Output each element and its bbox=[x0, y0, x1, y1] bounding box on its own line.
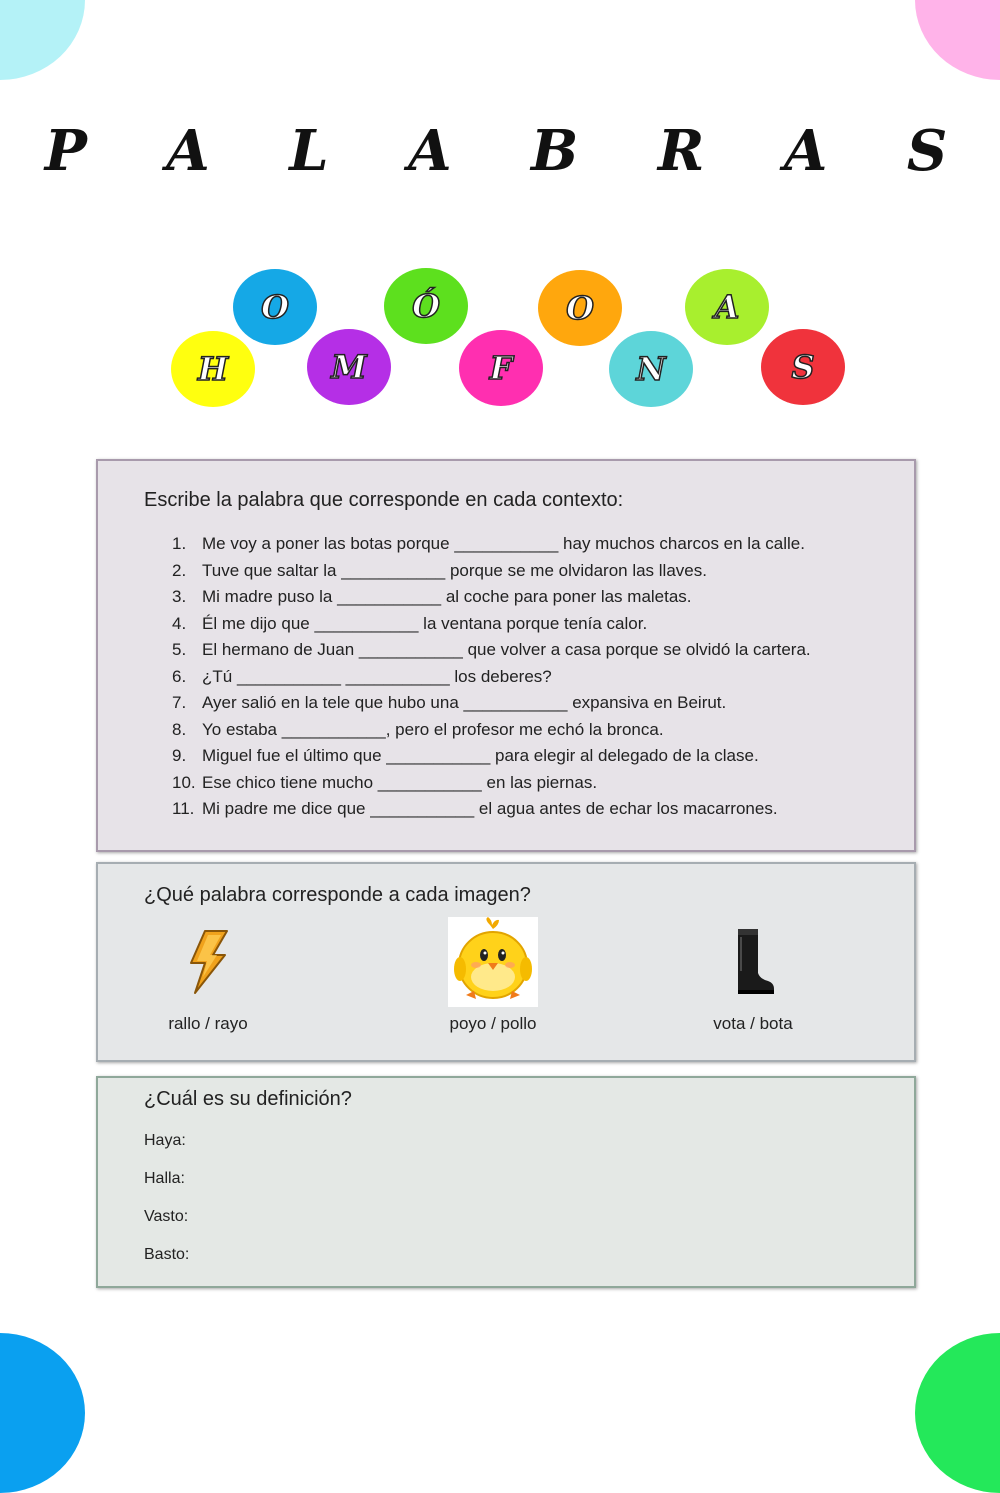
corner-circle-top-right bbox=[915, 0, 1000, 80]
list-item: 2. Tuve que saltar la ___________ porque se me olvidaron las llaves. bbox=[172, 560, 707, 580]
bubble-letter: O bbox=[538, 270, 622, 346]
image-label: poyo / pollo bbox=[449, 1014, 537, 1033]
list-item: 5. El hermano de Juan ___________ que volver a casa porque se olvidó la cartera. bbox=[172, 640, 811, 659]
bubble-letter: A bbox=[685, 269, 769, 345]
bubble-letter: H bbox=[171, 331, 255, 407]
definition-word: Basto: bbox=[144, 1246, 190, 1263]
list-item: 4. Él me dijo que ___________ la ventana porque tenía calor. bbox=[172, 613, 648, 633]
corner-circle-bottom-right bbox=[915, 1333, 1000, 1493]
chick-icon bbox=[433, 916, 553, 1008]
list-item: 1. Me voy a poner las botas porque ___________ hay muchos charcos en la calle. bbox=[172, 534, 805, 553]
list-item: 6. ¿Tú ___________ ___________ los deberes? bbox=[172, 666, 552, 686]
boot-icon bbox=[698, 916, 808, 1008]
bubble-letter: S bbox=[761, 329, 845, 405]
image-label: vota / bota bbox=[713, 1014, 793, 1033]
definition-word: Haya: bbox=[144, 1132, 186, 1149]
list-item: 9. Miguel fue el último que ___________ para elegir al delegado de la clase. bbox=[172, 746, 759, 765]
list-item: 10. Ese chico tiene mucho ___________ en las piernas. bbox=[172, 772, 598, 792]
definitions-section bbox=[96, 1076, 916, 1288]
list-item: 11. Mi padre me dice que ___________ el agua antes de echar los macarrones. bbox=[172, 799, 778, 818]
corner-circle-bottom-left bbox=[0, 1333, 85, 1493]
image-label: rallo / rayo bbox=[168, 1014, 248, 1033]
section-heading: ¿Qué palabra corresponde a cada imagen? bbox=[144, 884, 531, 906]
bubble-letter: Ó bbox=[384, 268, 468, 344]
image-item bbox=[433, 916, 553, 1034]
list-item: 8. Yo estaba ___________, pero el profesor me echó la bronca. bbox=[172, 719, 664, 739]
section-heading: Escribe la palabra que corresponde en cada contexto: bbox=[144, 489, 624, 511]
list-item: 7. Ayer salió en la tele que hubo una ___________ expansiva en Beirut. bbox=[172, 693, 727, 712]
section-heading: ¿Cuál es su definición? bbox=[144, 1088, 352, 1110]
fill-in-section bbox=[96, 459, 916, 852]
bubble-letter: M bbox=[307, 329, 391, 405]
image-item bbox=[698, 916, 808, 1034]
image-item bbox=[158, 916, 258, 1034]
image-words-section bbox=[96, 862, 916, 1062]
bubble-letter: F bbox=[459, 330, 543, 406]
corner-circle-top-left bbox=[0, 0, 85, 80]
lightning-bolt-icon bbox=[158, 916, 258, 1008]
definition-word: Vasto: bbox=[144, 1208, 189, 1225]
sentence-list bbox=[172, 531, 811, 823]
definition-word: Halla: bbox=[144, 1170, 185, 1187]
page-title: P A L A B R A S bbox=[44, 118, 978, 184]
bubble-letter: O bbox=[233, 269, 317, 345]
list-item: 3. Mi madre puso la ___________ al coche para poner las maletas. bbox=[172, 587, 692, 606]
bubble-letter: N bbox=[609, 331, 693, 407]
